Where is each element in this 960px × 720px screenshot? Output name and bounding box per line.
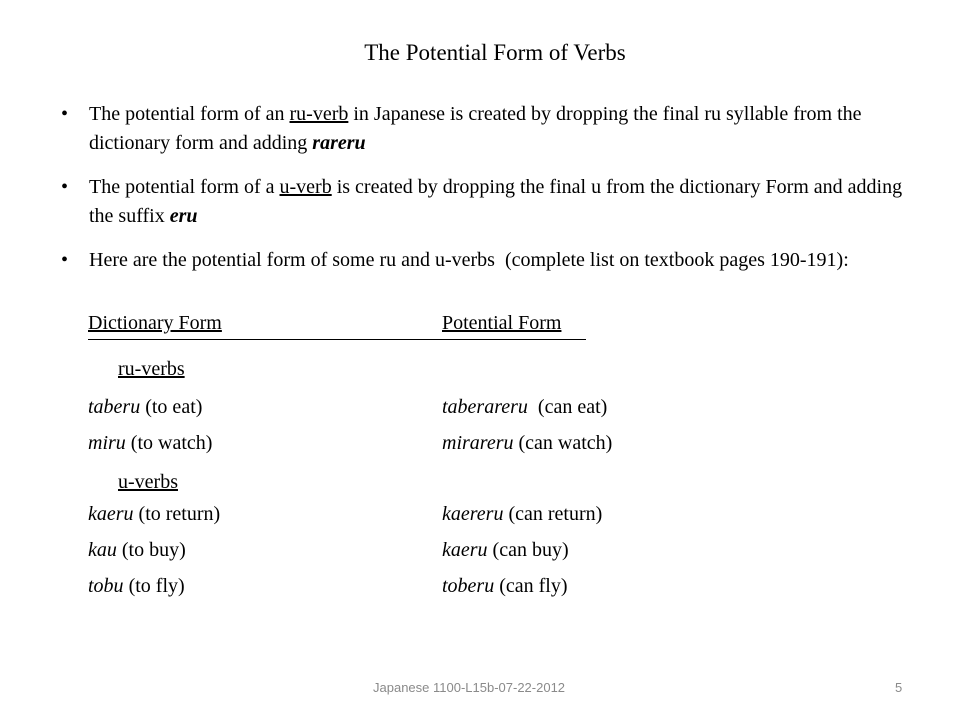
dictionary-form-cell: kau (to buy) xyxy=(88,539,186,561)
bullet-dot-icon: • xyxy=(61,103,69,125)
dictionary-form-cell: taberu (to eat) xyxy=(88,396,203,418)
ru-verb-term: ru-verb xyxy=(289,103,349,125)
suffix-rareru: rareru xyxy=(312,132,366,154)
bullet-text-pre: The potential form of an xyxy=(89,103,290,125)
suffix-eru: eru xyxy=(169,205,198,227)
potential-form-cell: kaeru (can buy) xyxy=(442,539,569,561)
bullet-text-post: in Japanese is created by dropping the final ru syllable from the dictionary form and adding xyxy=(89,103,862,154)
header-dictionary-form: Dictionary Form xyxy=(88,312,222,334)
bullet-examples-intro xyxy=(57,246,917,275)
bullet-text-post: is created by dropping the final u from the dictionary Form and adding the suffix xyxy=(89,176,903,227)
bullet-u-verb xyxy=(57,173,917,231)
dictionary-form-cell: tobu (to fly) xyxy=(88,575,185,597)
slide-title: The Potential Form of Verbs xyxy=(364,40,626,65)
group-label-ru-verbs: ru-verbs xyxy=(118,358,185,380)
bullet-text: Here are the potential form of some ru and u-verbs (complete list on textbook pages 190-191): xyxy=(89,249,849,271)
u-verb-term: u-verb xyxy=(279,176,332,198)
dictionary-form-cell: miru (to watch) xyxy=(88,432,213,454)
bullet-dot-icon: • xyxy=(61,249,69,271)
potential-form-cell: taberareru (can eat) xyxy=(442,396,608,418)
dictionary-form-cell: kaeru (to return) xyxy=(88,503,221,525)
potential-form-cell: toberu (can fly) xyxy=(442,575,568,597)
bullet-dot-icon: • xyxy=(61,176,69,198)
bullet-ru-verb xyxy=(57,100,917,158)
group-label-u-verbs: u-verbs xyxy=(118,471,178,493)
header-potential-form: Potential Form xyxy=(442,312,562,334)
bullet-list xyxy=(57,100,917,290)
potential-form-cell: kaereru (can return) xyxy=(442,503,603,525)
bullet-text-pre: The potential form of a xyxy=(89,176,280,198)
page-number: 5 xyxy=(895,680,903,695)
potential-form-cell: mirareru (can watch) xyxy=(442,432,613,454)
footer-text: Japanese 1100-L15b-07-22-2012 xyxy=(373,680,566,695)
header-underline xyxy=(88,339,586,340)
